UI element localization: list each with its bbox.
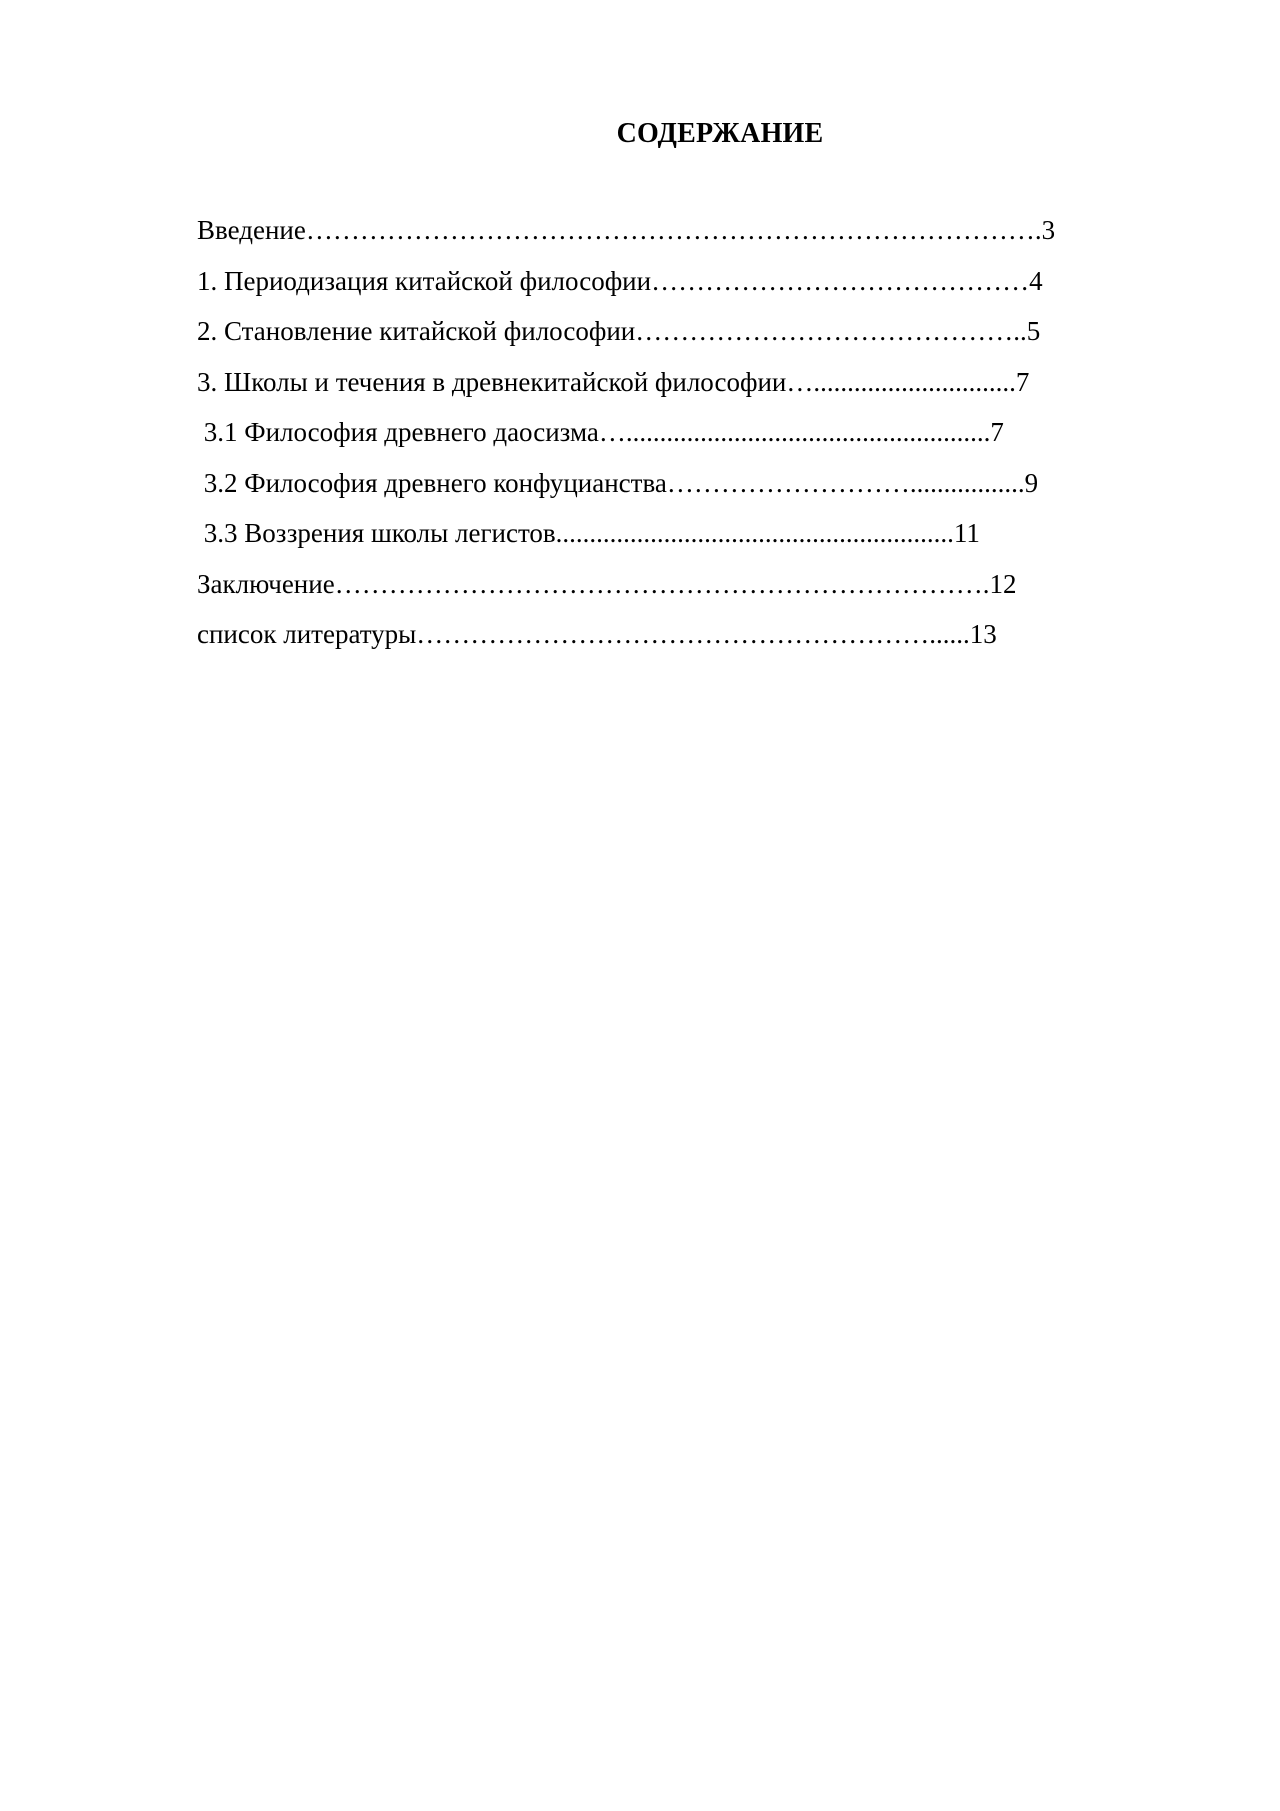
toc-item-bibliography: список литературы…………………………………………………......13 [197, 619, 997, 649]
toc-item-conclusion: Заключение……………………………………………………………….12 [197, 568, 1017, 599]
toc-item-section-3-1: 3.1 Философия древнего даосизма…......................................................7 [197, 417, 1004, 447]
toc-item-introduction: Введение……………………………………………………………………….3 [197, 215, 1056, 245]
toc-heading: СОДЕРЖАНИЕ [616, 118, 824, 149]
table-of-contents [197, 209, 1055, 664]
toc-item-chapter-1: 1. Периодизация китайской философии……………………………………4 [197, 265, 1043, 296]
toc-item-section-3-3: 3.3 Воззрения школы легистов...........................................................11 [197, 518, 980, 548]
toc-item-chapter-3: 3. Школы и течения в древнекитайской философии…..............................7 [197, 366, 1030, 397]
toc-item-section-3-2: 3.2 Философия древнего конфуцианства……………………….................9 [197, 467, 1039, 498]
toc-item-chapter-2: 2. Становление китайской философии……………………………………..5 [197, 316, 1041, 346]
